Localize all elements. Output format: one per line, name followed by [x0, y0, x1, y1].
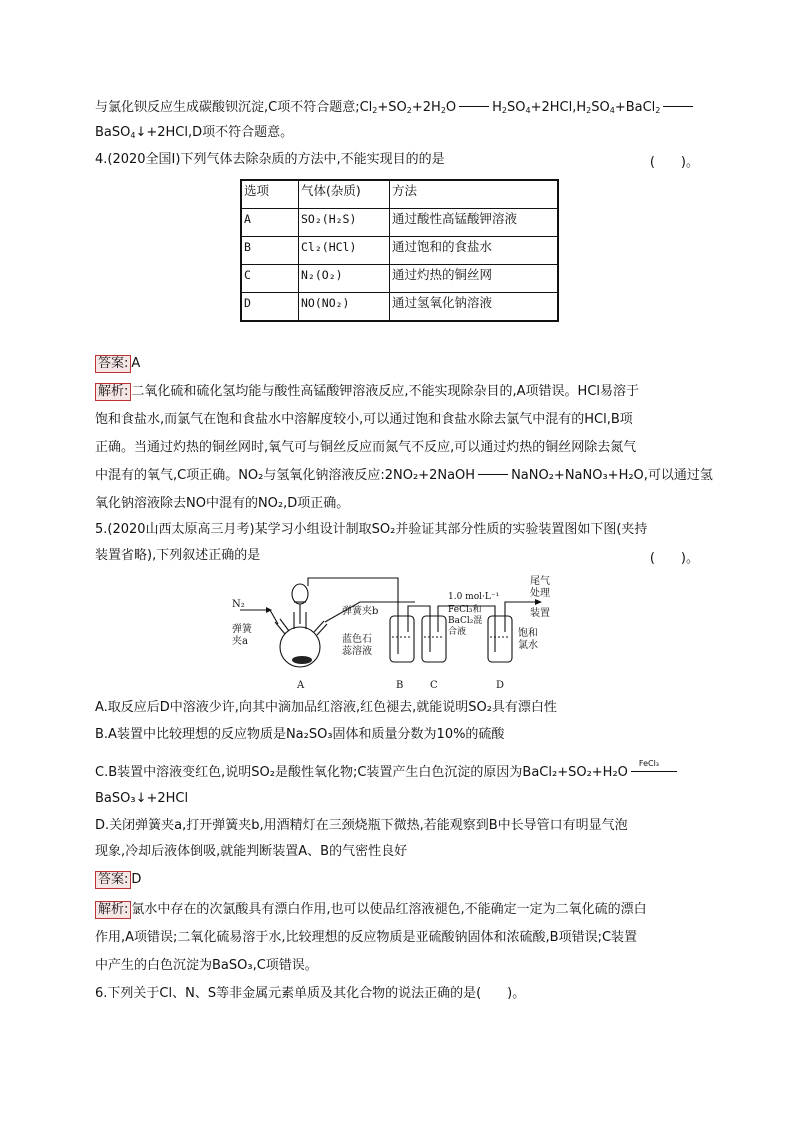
q4-answer — [95, 355, 702, 373]
analysis-text: 作用,A项错误;二氧化硫易溶于水,比较理想的反应物质是亚硫酸钠固体和浓硫酸,B项错误;C装置 — [95, 930, 638, 945]
intro-text: +BaCl — [614, 100, 656, 115]
table-cell: 通过氢氧化钠溶液 — [390, 293, 559, 322]
table-cell: A — [241, 209, 299, 237]
dropping-funnel — [292, 584, 308, 604]
answer-tag: 答案: — [95, 355, 131, 373]
option-text: BaSO₃↓+2HCl — [95, 791, 189, 806]
table-header-row — [241, 180, 558, 209]
bottle-b — [390, 616, 414, 662]
q5-stem-line-2 — [95, 547, 702, 565]
table-row — [241, 265, 558, 293]
fig-label-tail: 处理 — [530, 588, 550, 599]
table-cell: 通过酸性高锰酸钾溶液 — [390, 209, 559, 237]
intro-line-2: BaSO$_4$↓+2HCl,D项不符合题意。 — [95, 125, 294, 140]
fig-label-b: B — [396, 680, 404, 691]
reaction-arrow — [459, 106, 489, 107]
table-row — [241, 209, 558, 237]
table-header-cell: 气体(杂质) — [299, 180, 390, 209]
q5-answer-blank: ( )。 — [649, 551, 699, 566]
q5-stem-line-1 — [95, 521, 702, 539]
fig-label-d: D — [496, 680, 505, 691]
fig-label-conc: 1.0 mol·L⁻¹ — [448, 592, 500, 602]
q5-answer — [95, 871, 702, 889]
table-row — [241, 293, 558, 322]
q6-stem — [95, 985, 702, 1003]
analysis-text: 正确。当通过灼热的铜丝网时,氧气可与铜丝反应而氮气不反应,可以通过灼热的铜丝网除去氮气 — [95, 440, 637, 455]
analysis-text: 二氧化硫和硫化氢均能与酸性高锰酸钾溶液反应,不能实现除杂目的,A项错误。HCl易溶于 — [131, 384, 640, 399]
option-text: D.关闭弹簧夹a,打开弹簧夹b,用酒精灯在三颈烧瓶下微热,若能观察到B中长导管口有明显气泡 — [95, 818, 628, 833]
analysis-tag: 解析: — [95, 901, 131, 919]
fig-label-mix: BaCl₂混 — [448, 616, 483, 626]
option-text: B.A装置中比较理想的反应物质是Na₂SO₃固体和质量分数为10%的硫酸 — [95, 727, 505, 742]
q5-option-c-cont — [95, 790, 702, 808]
table-cell: 通过饱和的食盐水 — [390, 237, 559, 265]
intro-text: SO — [591, 100, 610, 115]
answer-tag: 答案: — [95, 871, 131, 889]
analysis-text: 氯水中存在的次氯酸具有漂白作用,也可以使品红溶液褪色,不能确定一定为二氧化硫的漂白 — [131, 902, 647, 917]
fig-label-litmus: 蕊溶液 — [342, 646, 372, 657]
table-header-cell: 方法 — [390, 180, 559, 209]
bottle-d — [488, 616, 512, 662]
intro-text: ↓+2HCl,D项不符合题意。 — [135, 125, 294, 140]
fig-label-spring-b: 弹簧夹b — [342, 606, 379, 617]
table-cell: 通过灼热的铜丝网 — [390, 265, 559, 293]
answer-value: A — [131, 356, 141, 371]
q4-stem — [95, 151, 702, 169]
q4-analysis-line — [95, 439, 702, 457]
fig-label-tail: 装置 — [530, 608, 550, 619]
q5-option-a — [95, 699, 702, 717]
table-header-cell: 选项 — [241, 180, 299, 209]
intro-text: BaSO — [95, 125, 131, 140]
intro-text: +2H — [411, 100, 441, 115]
q4-answer-blank: ( )。 — [649, 155, 699, 170]
fig-label-saturated: 氯水 — [518, 640, 538, 651]
answer-value: D — [131, 872, 142, 887]
fig-label-spring-a: 夹a — [232, 636, 248, 647]
option-text: A.取反应后D中溶液少许,向其中滴加品红溶液,红色褪去,就能说明SO₂具有漂白性 — [95, 700, 557, 715]
fig-label-tail: 尾气 — [530, 576, 550, 587]
q4-analysis-line — [95, 383, 702, 401]
intro-text: +2HCl,H — [530, 100, 587, 115]
catalyst-label: FeCl₃ — [638, 759, 660, 768]
q5-analysis-line — [95, 957, 702, 975]
q5-stem-text: 装置省略),下列叙述正确的是 — [95, 548, 261, 563]
intro-text: +SO — [377, 100, 407, 115]
solid-reagent — [292, 656, 312, 664]
intro-text: H — [492, 100, 502, 115]
intro-text: O — [445, 100, 457, 115]
q6-stem-text: 6.下列关于Cl、N、S等非金属元素单质及其化合物的说法正确的是( )。 — [95, 986, 526, 1001]
q5-option-d — [95, 817, 702, 835]
analysis-tag: 解析: — [95, 383, 131, 401]
table-cell: Cl₂(HCl) — [299, 237, 390, 265]
q5-option-c — [95, 759, 702, 782]
q5-option-b — [95, 726, 702, 744]
analysis-text: 饱和食盐水,而氯气在饱和食盐水中溶解度较小,可以通过饱和食盐水除去氯气中混有的HCl,B项 — [95, 412, 633, 427]
fig-label-mix: FeCl₃和 — [448, 605, 482, 615]
bottle-c — [422, 616, 446, 662]
fig-label-spring-a: 弹簧 — [232, 624, 252, 635]
catalyst-arrow — [631, 759, 677, 772]
analysis-text: 氧化钠溶液除去NO中混有的NO₂,D项正确。 — [95, 496, 350, 511]
q4-stem-text: 4.(2020全国Ⅰ)下列气体去除杂质的方法中,不能实现目的的是 — [95, 152, 445, 167]
q5-analysis-line — [95, 901, 702, 919]
q5-analysis-line — [95, 929, 702, 947]
intro-text: SO — [507, 100, 526, 115]
q4-analysis-line — [95, 467, 713, 485]
analysis-text: NaNO₂+NaNO₃+H₂O,可以通过氢 — [511, 468, 713, 483]
fig-label-saturated: 饱和 — [518, 628, 538, 639]
q4-analysis-line — [95, 495, 702, 513]
reaction-arrow — [478, 474, 508, 475]
option-text: C.B装置中溶液变红色,说明SO₂是酸性氧化物;C装置产生白色沉淀的原因为BaCl₂+SO₂+H₂O — [95, 765, 628, 780]
intro-text: 与氯化钡反应生成碳酸钡沉淀,C项不符合题意;Cl — [95, 100, 373, 115]
fig-label-a: A — [297, 680, 305, 691]
option-text: 现象,冷却后液体倒吸,就能判断装置A、B的气密性良好 — [95, 844, 408, 859]
table-cell: B — [241, 237, 299, 265]
reaction-arrow — [663, 106, 693, 107]
experiment-apparatus-figure — [230, 572, 560, 697]
fig-label-c: C — [430, 680, 438, 691]
table-row — [241, 237, 558, 265]
table-cell: N₂(O₂) — [299, 265, 390, 293]
q4-options-table — [240, 179, 559, 322]
fig-label-mix: 合液 — [448, 627, 467, 637]
fig-label-litmus: 蓝色石 — [342, 634, 372, 645]
arrow-icon — [535, 599, 542, 605]
table-cell: SO₂(H₂S) — [299, 209, 390, 237]
table-cell: NO(NO₂) — [299, 293, 390, 322]
table-cell: C — [241, 265, 299, 293]
fig-label-n2: N₂ — [232, 599, 245, 610]
analysis-text: 中混有的氧气,C项正确。NO₂与氢氧化钠溶液反应:2NO₂+2NaOH — [95, 468, 476, 483]
q5-stem-text: 5.(2020山西太原高三月考)某学习小组设计制取SO₂并验证其部分性质的实验装置图如下图(夹持 — [95, 522, 648, 537]
table-cell: D — [241, 293, 299, 322]
analysis-text: 中产生的白色沉淀为BaSO₃,C项错误。 — [95, 958, 318, 973]
q5-option-d-cont — [95, 843, 702, 861]
q4-analysis-line — [95, 411, 702, 429]
intro-line-1: 与氯化钡反应生成碳酸钡沉淀,C项不符合题意$;Cl_2+SO_2+2H_2O$ $H_2SO_4+2HCl,H_2SO_4+BaCl_2$ — [95, 99, 702, 120]
